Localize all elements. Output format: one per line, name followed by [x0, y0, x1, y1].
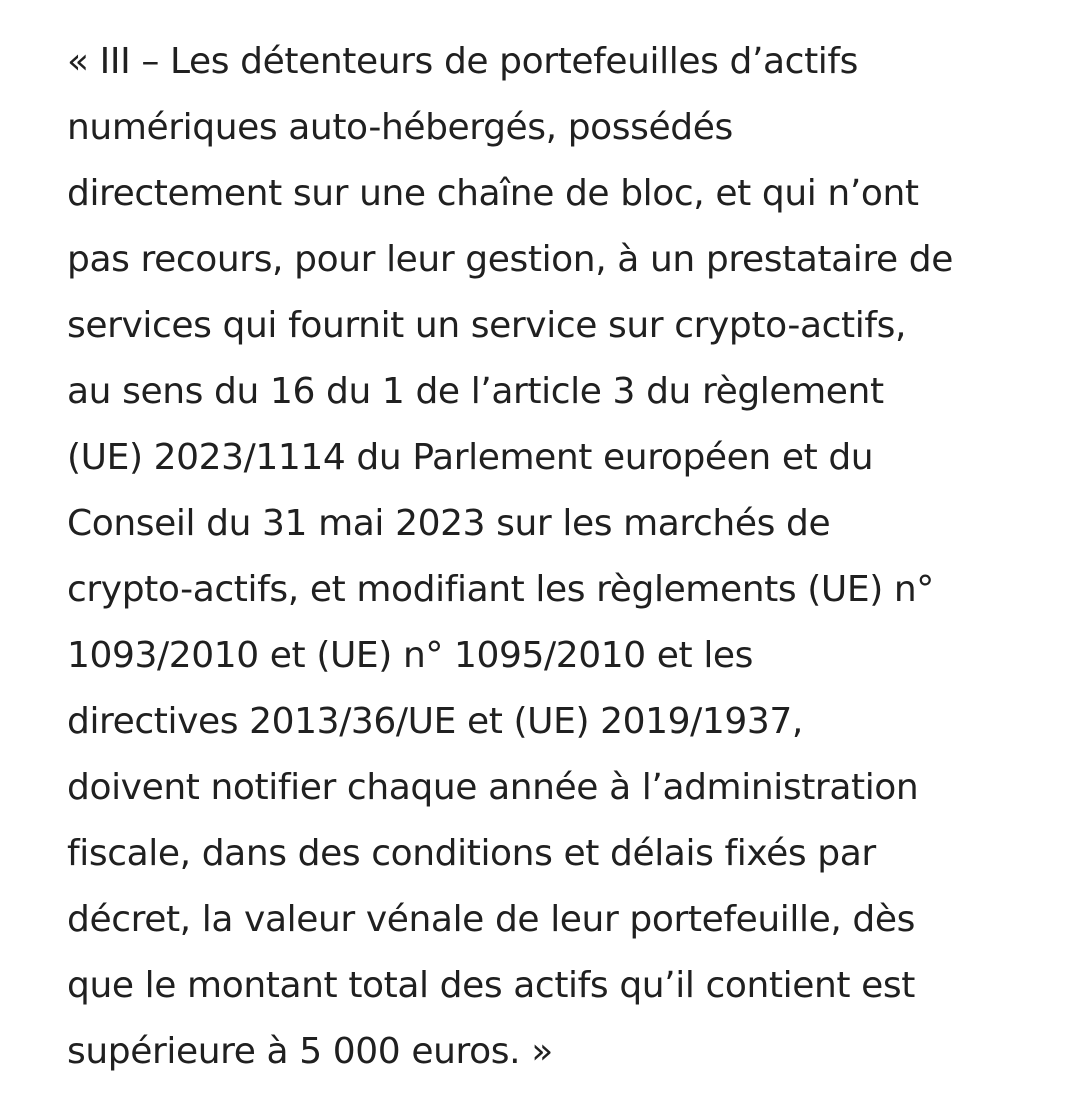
paragraph-line: décret, la valeur vénale de leur portefeuille, dès [67, 899, 915, 940]
paragraph-line: supérieure à 5 000 euros. » [67, 1031, 553, 1072]
paragraph-line: 1093/2010 et (UE) n° 1095/2010 et les [67, 635, 754, 676]
paragraph-line: crypto-actifs, et modifiant les règlements (UE) n° [67, 569, 934, 610]
paragraph-line: (UE) 2023/1114 du Parlement européen et du [67, 437, 874, 478]
paragraph-line: directives 2013/36/UE et (UE) 2019/1937, [67, 701, 803, 742]
paragraph-line: au sens du 16 du 1 de l’article 3 du règlement [67, 371, 884, 412]
paragraph-line: que le montant total des actifs qu’il contient est [67, 965, 915, 1006]
paragraph-line: services qui fournit un service sur crypto-actifs, [67, 305, 907, 346]
paragraph-line: doivent notifier chaque année à l’administration [67, 767, 919, 808]
paragraph-line: fiscale, dans des conditions et délais fixés par [67, 833, 876, 874]
paragraph-line: Conseil du 31 mai 2023 sur les marchés de [67, 503, 831, 544]
paragraph-line: pas recours, pour leur gestion, à un prestataire de [67, 239, 953, 280]
paragraph-line: numériques auto-hébergés, possédés [67, 107, 733, 148]
paragraph-line: « III – Les détenteurs de portefeuilles d’actifs [67, 41, 859, 82]
paragraph-line: directement sur une chaîne de bloc, et qui n’ont [67, 173, 919, 214]
